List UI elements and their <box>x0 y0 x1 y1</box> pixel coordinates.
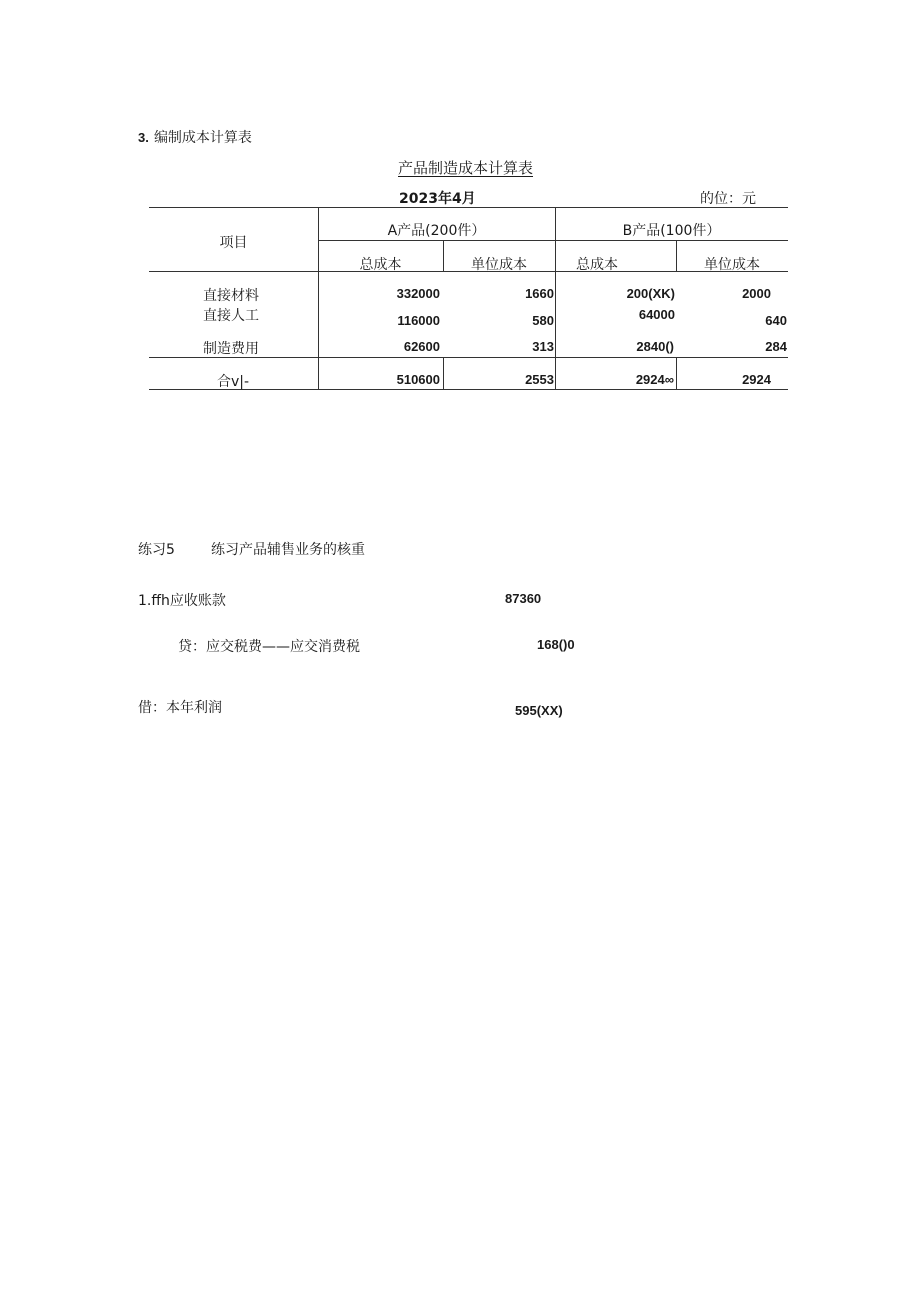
cell-labor-a-unit: 580 <box>532 313 554 328</box>
header-b-total: 总成本 <box>576 257 618 273</box>
cell-total-b-total: 2924∞ <box>635 372 674 387</box>
row-label-total: 合v|- <box>217 374 250 390</box>
table-unit: 的位：元 <box>700 191 756 207</box>
table-title: 产品制造成本计算表 <box>398 159 534 177</box>
row-label-labor: 直接人工 <box>203 308 259 324</box>
header-item: 项目 <box>219 235 248 251</box>
row-label-materials: 直接材料 <box>203 288 259 304</box>
cell-overhead-b-unit: 284 <box>765 339 787 354</box>
cell-labor-b-total: 64000 <box>638 307 675 322</box>
entry-3-amount: 595(XX) <box>515 703 563 718</box>
cell-total-a-unit: 2553 <box>525 372 554 387</box>
cell-overhead-b-total: 2840() <box>636 339 674 354</box>
section-number: 3. <box>138 130 149 145</box>
header-b-unit: 单位成本 <box>704 257 760 273</box>
cell-materials-b-unit: 2000 <box>742 286 771 301</box>
cell-materials-b-total: 200(XK) <box>626 286 675 301</box>
cell-overhead-a-unit: 313 <box>532 339 554 354</box>
entry-3-label: 借：本年利润 <box>138 700 222 716</box>
entry-1-amount: 87360 <box>505 591 542 606</box>
exercise-title: 练习产品辅售业务的核重 <box>211 542 365 558</box>
section-heading-text: 编制成本计算表 <box>153 130 252 146</box>
header-product-a: A产品(200件） <box>387 223 486 239</box>
header-a-unit: 单位成本 <box>471 257 527 273</box>
exercise-number: 练习5 <box>138 542 175 558</box>
cell-materials-a-total: 332000 <box>396 286 440 301</box>
entry-1-label: 1.ffh应收账款 <box>138 593 226 609</box>
header-divider <box>318 240 788 241</box>
header-product-b: B产品(100件） <box>622 223 721 239</box>
cell-labor-a-total: 116000 <box>397 313 440 328</box>
cell-materials-a-unit: 1660 <box>525 286 554 301</box>
header-a-total: 总成本 <box>359 257 402 273</box>
entry-2-amount: 168()0 <box>537 637 575 652</box>
entry-2-label: 贷：应交税费——应交消费税 <box>178 639 360 655</box>
row-label-overhead: 制造费用 <box>203 341 259 357</box>
cell-total-a-total: 510600 <box>396 372 440 387</box>
table-top-border <box>149 207 788 208</box>
cell-overhead-a-total: 62600 <box>403 339 440 354</box>
section-heading <box>138 127 252 147</box>
table-date: 2023年4月 <box>399 191 476 207</box>
cell-total-b-unit: 2924 <box>742 372 771 387</box>
cell-labor-b-unit: 640 <box>765 313 787 328</box>
